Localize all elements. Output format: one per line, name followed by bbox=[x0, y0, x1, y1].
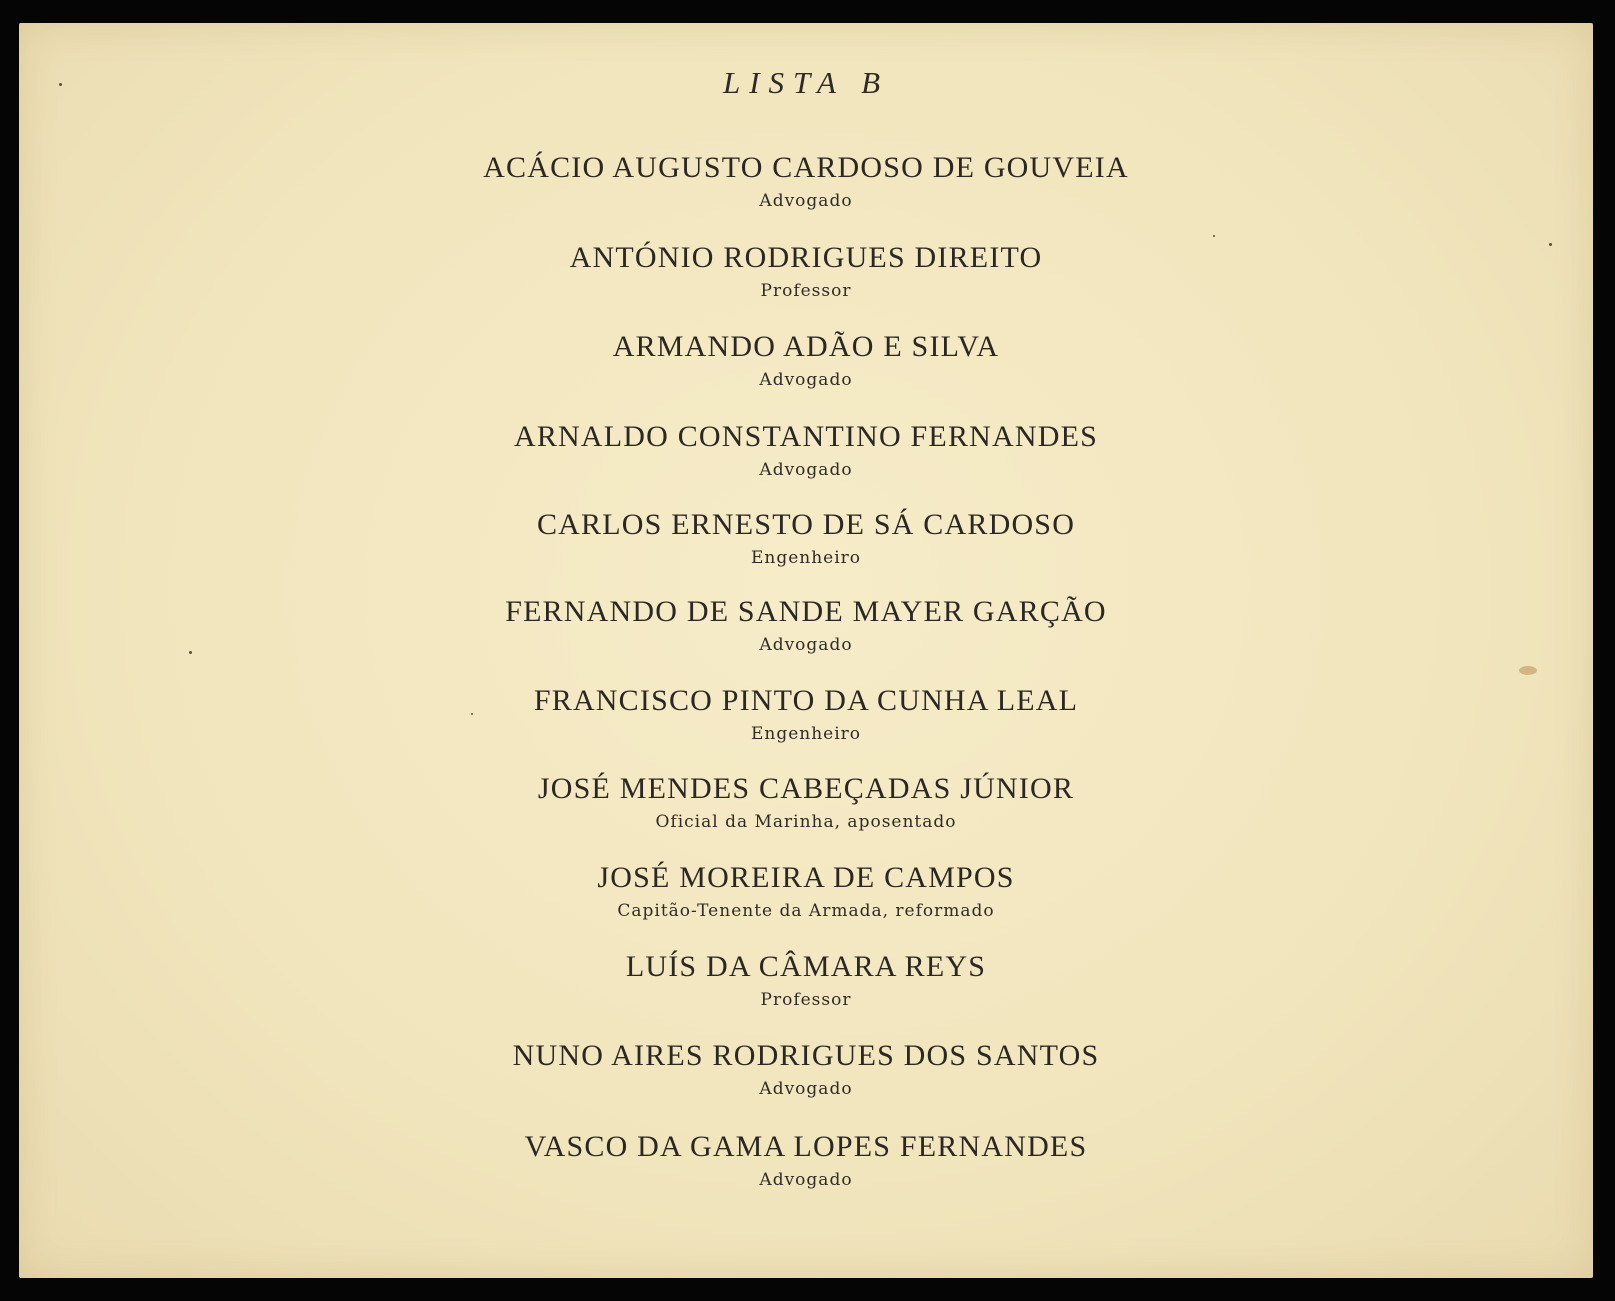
entry-occupation: Oficial da Marinha, aposentado bbox=[655, 812, 957, 832]
entry-occupation: Engenheiro bbox=[750, 724, 862, 744]
paper-speck bbox=[471, 713, 473, 715]
entry-name: FERNANDO DE SANDE MAYER GARÇÃO bbox=[505, 595, 1107, 628]
list-item bbox=[19, 950, 1593, 1011]
list-item bbox=[19, 1039, 1593, 1100]
entry-occupation: Advogado bbox=[759, 635, 853, 655]
paper-speck bbox=[189, 651, 192, 654]
entry-name: ACÁCIO AUGUSTO CARDOSO DE GOUVEIA bbox=[483, 151, 1129, 184]
list-item bbox=[19, 330, 1593, 391]
entry-name: NUNO AIRES RODRIGUES DOS SANTOS bbox=[512, 1039, 1100, 1072]
entry-occupation: Engenheiro bbox=[750, 548, 862, 568]
list-item bbox=[19, 420, 1593, 481]
entry-occupation: Advogado bbox=[759, 1079, 853, 1099]
entry-occupation: Advogado bbox=[759, 460, 853, 480]
list-item bbox=[19, 1130, 1593, 1191]
entry-occupation: Capitão-Tenente da Armada, reformado bbox=[617, 901, 995, 921]
paper-speck bbox=[59, 83, 62, 86]
entry-occupation: Professor bbox=[760, 990, 852, 1010]
document-title: LISTA B bbox=[722, 65, 890, 100]
entry-name: ANTÓNIO RODRIGUES DIREITO bbox=[569, 241, 1043, 274]
entry-name: CARLOS ERNESTO DE SÁ CARDOSO bbox=[536, 508, 1076, 541]
list-item bbox=[19, 508, 1593, 569]
paper-speck bbox=[1549, 243, 1552, 246]
entry-name: JOSÉ MENDES CABEÇADAS JÚNIOR bbox=[537, 772, 1075, 805]
entry-occupation: Professor bbox=[760, 281, 852, 301]
list-item bbox=[19, 151, 1593, 212]
entry-name: LUÍS DA CÂMARA REYS bbox=[625, 950, 987, 983]
document-page bbox=[19, 23, 1593, 1278]
entry-name: VASCO DA GAMA LOPES FERNANDES bbox=[524, 1130, 1088, 1163]
entry-occupation: Advogado bbox=[759, 191, 853, 211]
entry-name: FRANCISCO PINTO DA CUNHA LEAL bbox=[533, 684, 1079, 717]
entry-name: JOSÉ MOREIRA DE CAMPOS bbox=[597, 861, 1015, 894]
paper-stain bbox=[1519, 666, 1537, 675]
list-item bbox=[19, 861, 1593, 922]
entry-name: ARMANDO ADÃO E SILVA bbox=[612, 330, 1000, 363]
list-item bbox=[19, 684, 1593, 745]
list-item bbox=[19, 241, 1593, 302]
paper-speck bbox=[1213, 235, 1215, 237]
list-item bbox=[19, 595, 1593, 656]
entry-name: ARNALDO CONSTANTINO FERNANDES bbox=[513, 420, 1099, 453]
entry-occupation: Advogado bbox=[759, 370, 853, 390]
entry-occupation: Advogado bbox=[759, 1170, 853, 1190]
list-item bbox=[19, 772, 1593, 833]
